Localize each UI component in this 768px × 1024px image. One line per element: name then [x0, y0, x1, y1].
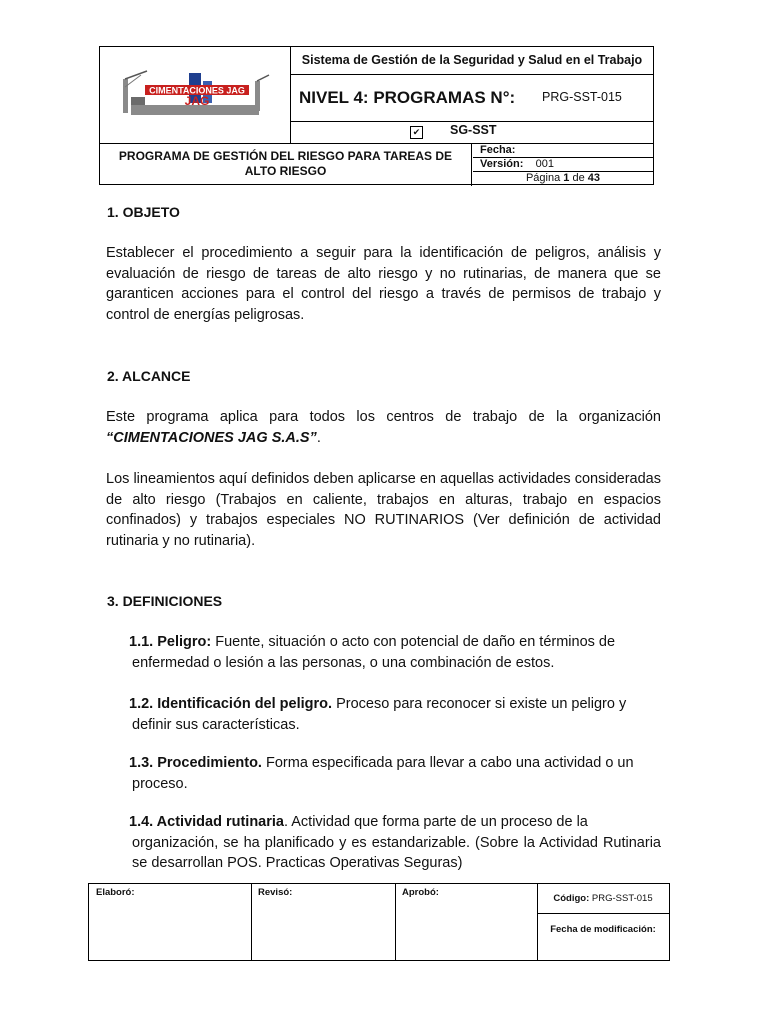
document-header-table — [99, 46, 654, 185]
section-heading-definiciones: 3. DEFINICIONES — [107, 593, 223, 609]
definition-term: 1.4. Actividad rutinaria — [129, 814, 284, 830]
alcance-paragraph-1: Este programa aplica para todos los centros de trabajo de la organización “CIMENTACIONES JAG S.A.S”. — [106, 409, 661, 446]
logo-cell — [100, 47, 291, 143]
definition-term: 1.2. Identificación del peligro. — [129, 696, 333, 712]
program-code: PRG-SST-015 — [542, 90, 622, 104]
level-label: NIVEL 4: PROGRAMAS N°: — [299, 88, 516, 107]
page-number: Página 1 de 43 — [525, 172, 601, 184]
version-value: 001 — [535, 158, 554, 170]
sg-sst-row — [291, 122, 653, 143]
document-meta — [473, 144, 653, 184]
level-row — [291, 75, 653, 122]
company-name: “CIMENTACIONES JAG S.A.S” — [106, 429, 317, 446]
logo-text: CIMENTACIONES JAG — [149, 85, 245, 96]
section-heading-alcance: 2. ALCANCE — [107, 368, 191, 384]
footer-code-value: PRG-SST-015 — [591, 893, 653, 904]
aprobo-label: Aprobó: — [402, 887, 439, 898]
program-title: PROGRAMA DE GESTIÓN DEL RIESGO PARA TAREAS DE ALTO RIESGO — [100, 144, 472, 186]
elaboro-cell — [89, 884, 252, 960]
alcance-paragraph-2: Los lineamientos aquí definidos deben aplicarse en aquellas actividades consideradas de alto riesgo (Trabajos en caliente, trabajos en alturas, trabajo en espacios confinados) y trabajos especiales NO RUTINARIOS (Ver definición de actividad rutinaria y no rutinaria). — [106, 471, 661, 549]
reviso-cell — [251, 884, 396, 960]
definition-item: 1.1. Peligro: Fuente, situación o acto con potencial de daño en términos de enfermedad o lesión a las personas, o una combinación de estos. — [129, 634, 616, 671]
program-row — [100, 143, 653, 184]
sg-sst-label: SG-SST — [450, 123, 497, 137]
system-title: Sistema de Gestión de la Seguridad y Salud en el Trabajo — [291, 47, 653, 75]
definition-item: 1.4. Actividad rutinaria. Actividad que forma parte de un proceso de la organización, se ha planificado y es estandarizable. (Sobre la Actividad Rutinaria se desarrollan POS. Practicas Operativas Seguras) — [129, 814, 661, 872]
approval-footer-table — [88, 883, 670, 961]
svg-text:JAG: JAG — [184, 94, 210, 108]
definition-item: 1.2. Identificación del peligro. Proceso para reconocer si existe un peligro y definir sus características. — [129, 696, 627, 733]
section-heading-objeto: 1. OBJETO — [107, 204, 180, 220]
objeto-paragraph: Establecer el procedimiento a seguir para la identificación de peligros, análisis y evaluación de riesgo de tareas de alto riesgo y no rutinarias, de manera que se garanticen acciones para el control del riesgo a través de permisos de trabajo y control de energías peligrosas. — [106, 245, 661, 323]
elaboro-label: Elaboró: — [96, 887, 135, 898]
company-logo — [117, 69, 272, 119]
code-cell: Código: PRG-SST-015 — [537, 884, 669, 914]
definition-term: 1.1. Peligro: — [129, 634, 212, 650]
definition-term: 1.3. Procedimiento. — [129, 755, 262, 771]
modification-date-label: Fecha de modificación: — [550, 924, 656, 935]
checkbox-icon: ✔ — [410, 126, 423, 139]
reviso-label: Revisó: — [258, 887, 293, 898]
version-row — [473, 158, 653, 172]
definition-item: 1.3. Procedimiento. Forma especificada para llevar a cabo una actividad o un proceso. — [129, 755, 634, 792]
version-label: Versión: — [480, 158, 524, 170]
aprobo-cell — [395, 884, 538, 960]
date-label: Fecha: — [473, 144, 653, 158]
